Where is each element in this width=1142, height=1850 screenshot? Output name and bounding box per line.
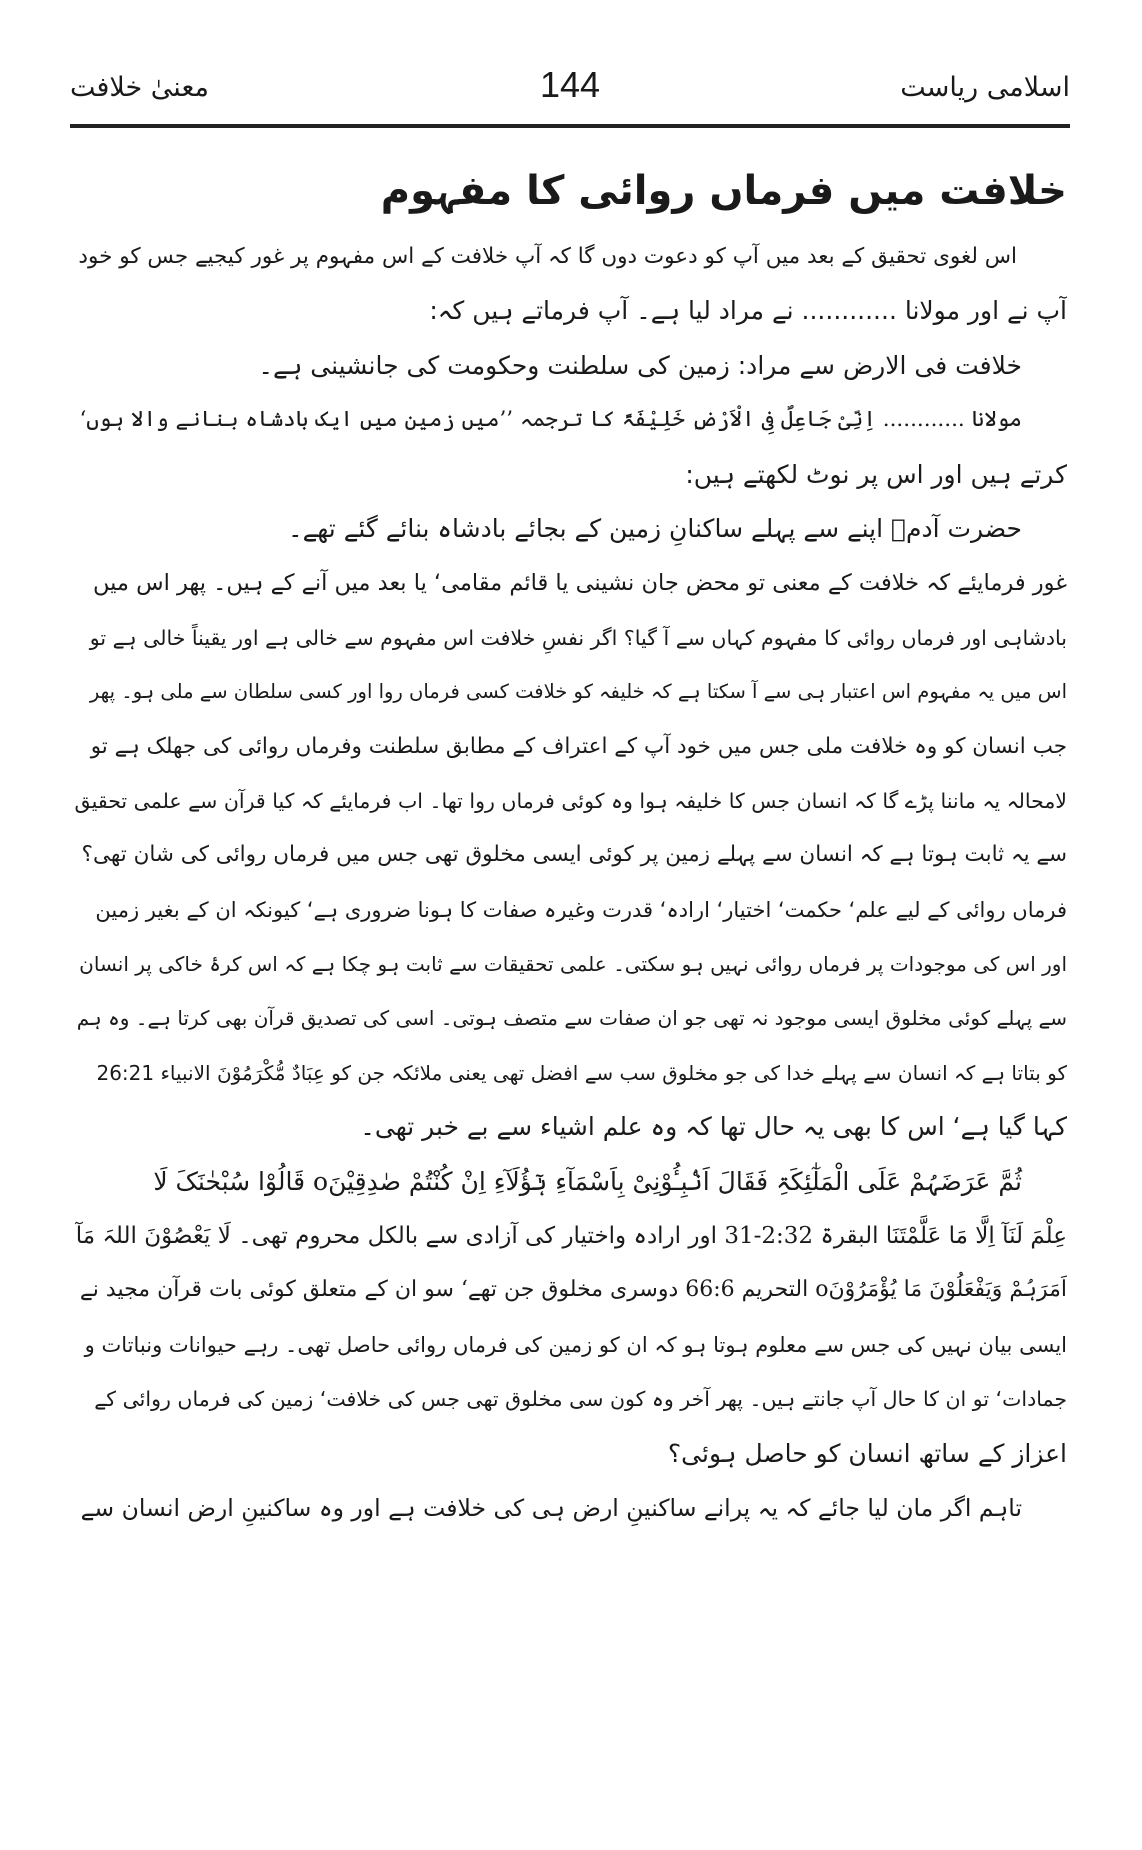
paragraph-line: کہا گیا ہے‘ اس کا بھی یہ حال تھا کہ وہ علم اشیاء سے بے خبر تھی۔ — [360, 1112, 1067, 1142]
paragraph-line: کرتے ہیں اور اس پر نوٹ لکھتے ہیں: — [685, 459, 1067, 489]
quote-line: مولانا ............ اِنِّیْ جَاعِلٌ فِی الْاَرْضِ خَلِیْفَۃً کا ترجمہ ’’میں زمین میں ایک بادشاہ بنانے والا ہوں‘ — [79, 407, 1022, 433]
paragraph-line: اور اس کی موجودات پر فرماں روائی نہیں ہو سکتی۔ علمی تحقیقات سے ثابت ہو چکا ہے کہ اس کرۂ خاکی پر انسان — [79, 952, 1067, 977]
running-head-book: اسلامی ریاست — [900, 72, 1070, 103]
quran-verse-line: عِلْمَ لَنَآ اِلَّا مَا عَلَّمْتَنَا البقرۃ 2:32-31 اور ارادہ واختیار کی آزادی سے بالکل محروم تھی۔ لَا یَعْصُوْنَ اللہَ مَآ — [75, 1223, 1067, 1250]
section-title: خلافت میں فرماں روائی کا مفہوم — [380, 168, 1067, 214]
paragraph-line: غور فرمایئے کہ خلافت کے معنی تو محض جان نشینی یا قائم مقامی‘ یا بعد میں آنے کے ہیں۔ پھر اس میں — [92, 570, 1067, 597]
page-header — [70, 62, 1070, 122]
paragraph-line: فرماں روائی کے لیے علم‘ حکمت‘ اختیار‘ ارادہ‘ قدرت وغیرہ صفات کا ہونا ضروری ہے‘ کیونکہ ان کے بغیر زمین — [95, 897, 1067, 922]
paragraph-line: اس میں یہ مفہوم اس اعتبار ہی سے آ سکتا ہے کہ خلیفہ کو خلافت کسی فرماں روا اور کسی سلطان سے ملی ہو۔ پھر — [89, 680, 1067, 704]
paragraph-line: اس لغوی تحقیق کے بعد میں آپ کو دعوت دوں گا کہ آپ خلافت کے اس مفہوم پر غور کیجیے جس کو خود — [78, 244, 1017, 269]
running-head-chapter: معنیٰ خلافت — [70, 72, 209, 103]
header-divider — [70, 124, 1070, 128]
paragraph-line: جب انسان کو وہ خلافت ملی جس میں خود آپ کے اعتراف کے مطابق سلطنت وفرماں روائی کی جھلک ہے تو — [90, 733, 1067, 759]
paragraph-line: آپ نے اور مولانا ............ نے مراد لیا ہے۔ آپ فرماتے ہیں کہ: — [429, 296, 1067, 326]
page-body — [75, 160, 1067, 1535]
quran-verse-line: ثُمَّ عَرَضَہُمْ عَلَی الْمَلٰٓئِکَۃِ فَقَالَ اَنْۢبِـُٔوْنِیْ بِاَسْمَآءِ ہٰٓؤُلَآءِ اِنْ کُنْتُمْ صٰدِقِیْنَo قَالُوْا سُبْحٰنَکَ لَا — [153, 1166, 1022, 1196]
paragraph-line: بادشاہی اور فرماں روائی کا مفہوم کہاں سے آ گیا؟ اگر نفسِ خلافت اس مفہوم سے خالی ہے اور یقیناً خالی ہے تو — [89, 625, 1067, 650]
quran-verse-line: اَمَرَہُمْ وَیَفْعَلُوْنَ مَا یُؤْمَرُوْنَo التحریم 66:6 دوسری مخلوق جن تھے‘ سو ان کے متعلق کوئی بات قرآن مجید نے — [79, 1277, 1067, 1303]
paragraph-line: سے پہلے کوئی مخلوق ایسی موجود نہ تھی جو ان صفات سے متصف ہوتی۔ اسی کی تصدیق قرآن بھی کرتا ہے۔ وہ ہم — [76, 1006, 1067, 1031]
paragraph-line: اعزاز کے ساتھ انسان کو حاصل ہوئی؟ — [667, 1438, 1067, 1468]
paragraph-line: تاہم اگر مان لیا جائے کہ یہ پرانے ساکنینِ ارض ہی کی خلافت ہے اور وہ ساکنینِ ارض انسان سے — [80, 1493, 1022, 1522]
paragraph-line: کو بتاتا ہے کہ انسان سے پہلے خدا کی جو مخلوق سب سے افضل تھی یعنی ملائکہ جن کو عِبَادٌ مُّکْرَمُوْنَ الانبیاء 26:21 — [96, 1060, 1067, 1085]
quote-line: خلافت فی الارض سے مراد: زمین کی سلطنت وحکومت کی جانشینی ہے۔ — [258, 350, 1022, 380]
quote-line: حضرت آدمؑ اپنے سے پہلے ساکنانِ زمین کے بجائے بادشاہ بنائے گئے تھے۔ — [287, 513, 1022, 543]
paragraph-line: ایسی بیان نہیں کی جس سے معلوم ہوتا ہو کہ ان کو زمین کی فرماں روائی حاصل تھی۔ رہے حیوانات ونباتات و — [84, 1332, 1067, 1357]
paragraph-line: سے یہ ثابت ہوتا ہے کہ انسان سے پہلے زمین پر کوئی ایسی مخلوق تھی جس میں فرماں روائی کی شان تھی؟ — [81, 842, 1067, 868]
paragraph-line: لامحالہ یہ ماننا پڑے گا کہ انسان جس کا خلیفہ ہوا وہ کوئی فرماں روا تھا۔ اب فرمایئے کہ کیا قرآن سے علمی تحقیق — [75, 788, 1067, 813]
page-number: 144 — [539, 64, 601, 105]
paragraph-line: جمادات‘ تو ان کا حال آپ جانتے ہیں۔ پھر آخر وہ کون سی مخلوق تھی جس کی خلافت‘ زمین کی فرماں روائی کے — [94, 1387, 1067, 1412]
